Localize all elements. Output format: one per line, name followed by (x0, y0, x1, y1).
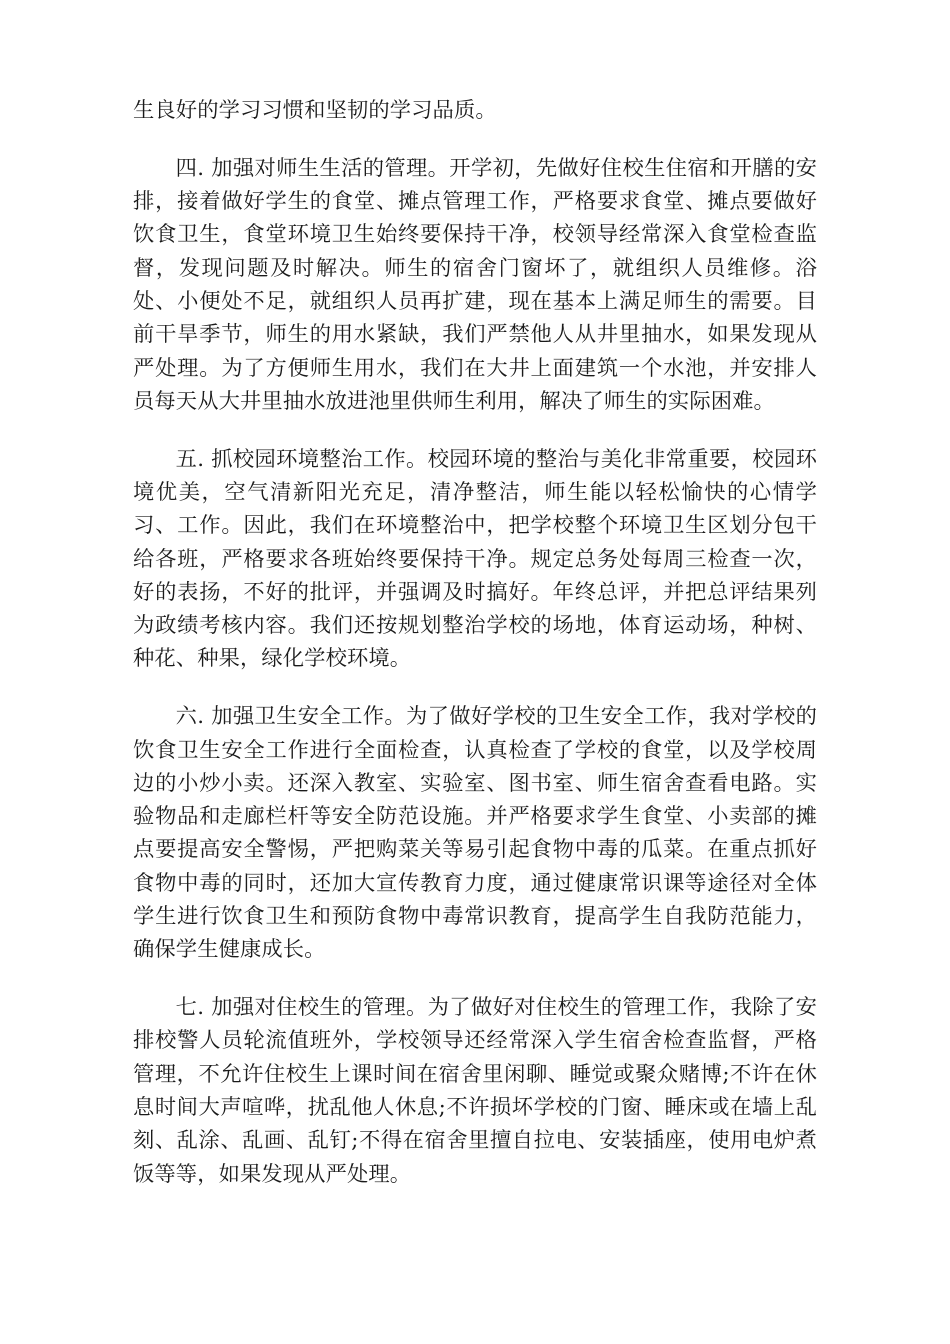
paragraph-continuation: 生良好的学习习惯和坚韧的学习品质。 (133, 98, 497, 123)
paragraph-section-5: 五. 抓校园环境整治工作。校园环境的整治与美化非常重要，校园环境优美，空气清新阳光充足，清净整洁，师生能以轻松愉快的心情学习、工作。因此，我们在环境整治中，把学校整个环境卫生区划分包干给各班，严格要求各班始终要保持干净。规定总务处每周三检查一次，好的表扬，不好的批评，并强调及时搞好。年终总评，并把总评结果列为政绩考核内容。我们还按规划整治学校的场地，体育运动场，种树、种花、种果，绿化学校环境。 (133, 446, 817, 672)
paragraph-section-7: 七. 加强对住校生的管理。为了做好对住校生的管理工作，我除了安排校警人员轮流值班外，学校领导还经常深入学生宿舍检查监督，严格管理，不允许住校生上课时间在宿舍里闲聊、睡觉或聚众赌博;不许在休息时间大声喧哗，扰乱他人休息;不许损坏学校的门窗、睡床或在墙上乱刻、乱涂、乱画、乱钉;不得在宿舍里擅自拉电、安装插座，使用电炉煮饭等等，如果发现从严处理。 (133, 995, 817, 1187)
document-body (133, 94, 817, 1215)
paragraph-section-4: 四. 加强对师生生活的管理。开学初，先做好住校生住宿和开膳的安排，接着做好学生的食堂、摊点管理工作，严格要求食堂、摊点要做好饮食卫生，食堂环境卫生始终要保持干净，校领导经常深入食堂检查监督，发现问题及时解决。师生的宿舍门窗坏了，就组织人员维修。浴处、小便处不足，就组织人员再扩建，现在基本上满足师生的需要。目前干旱季节，师生的用水紧缺，我们严禁他人从井里抽水，如果发现从严处理。为了方便师生用水，我们在大井上面建筑一个水池，并安排人员每天从大井里抽水放进池里供师生利用，解决了师生的实际困难。 (133, 155, 817, 414)
paragraph-section-6: 六. 加强卫生安全工作。为了做好学校的卫生安全工作，我对学校的饮食卫生安全工作进行全面检查，认真检查了学校的食堂，以及学校周边的小炒小卖。还深入教室、实验室、图书室、师生宿舍查看电路。实验物品和走廊栏杆等安全防范设施。并严格要求学生食堂、小卖部的摊点要提高安全警惕，严把购菜关等易引起食物中毒的瓜菜。在重点抓好食物中毒的同时，还加大宣传教育力度，通过健康常识课等途径对全体学生进行饮食卫生和预防食物中毒常识教育，提高学生自我防范能力，确保学生健康成长。 (133, 704, 817, 963)
